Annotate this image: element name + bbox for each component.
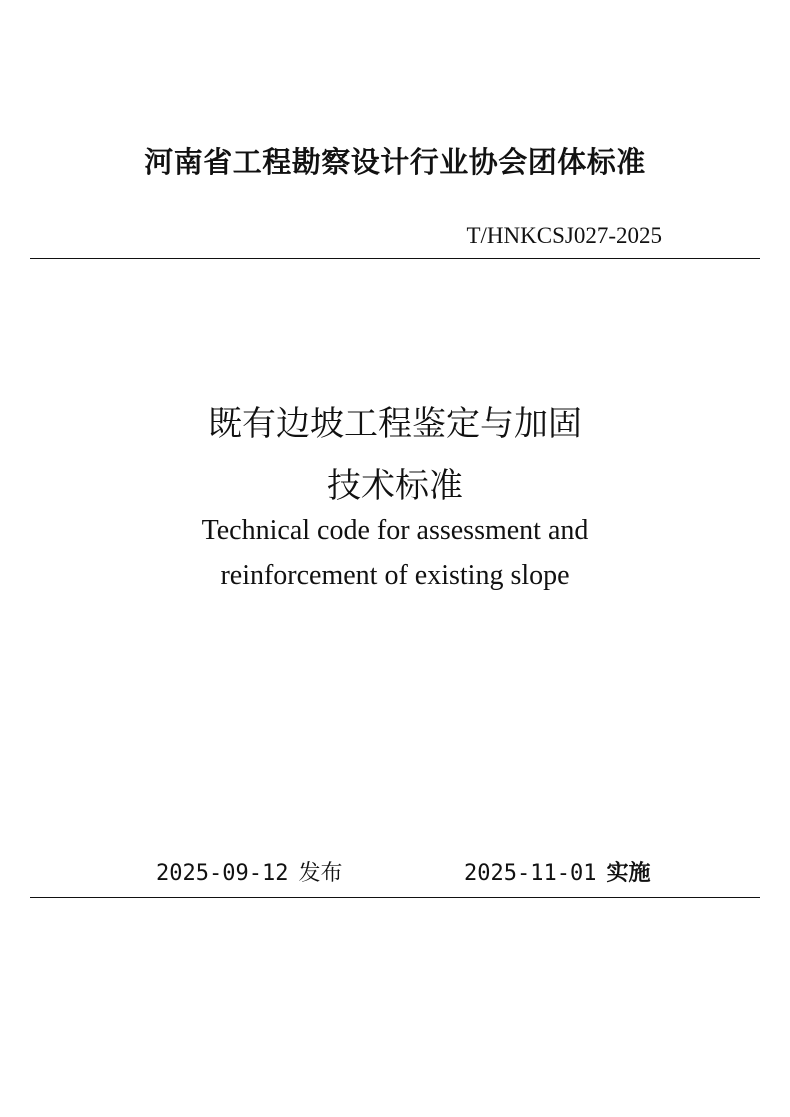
- bottom-divider: [30, 897, 760, 898]
- chinese-title-line-1: 既有边坡工程鉴定与加固: [208, 404, 582, 444]
- implement-label: 实施: [606, 861, 651, 886]
- english-title-line-2: reinforcement of existing slope: [220, 560, 570, 591]
- standard-code: T/HNKCSJ027-2025: [466, 223, 662, 248]
- chinese-title-line-2: 技术标准: [327, 466, 463, 506]
- top-divider: [30, 258, 760, 259]
- organization-standard-title: 河南省工程勘察设计行业协会团体标准: [144, 145, 646, 179]
- publish-info: [156, 856, 342, 887]
- publish-label: 发布: [298, 861, 343, 886]
- implement-date: 2025-11-01: [464, 861, 597, 886]
- publish-date: 2025-09-12: [156, 861, 289, 886]
- english-title-line-1: Technical code for assessment and: [201, 515, 589, 546]
- implement-info: [464, 856, 650, 887]
